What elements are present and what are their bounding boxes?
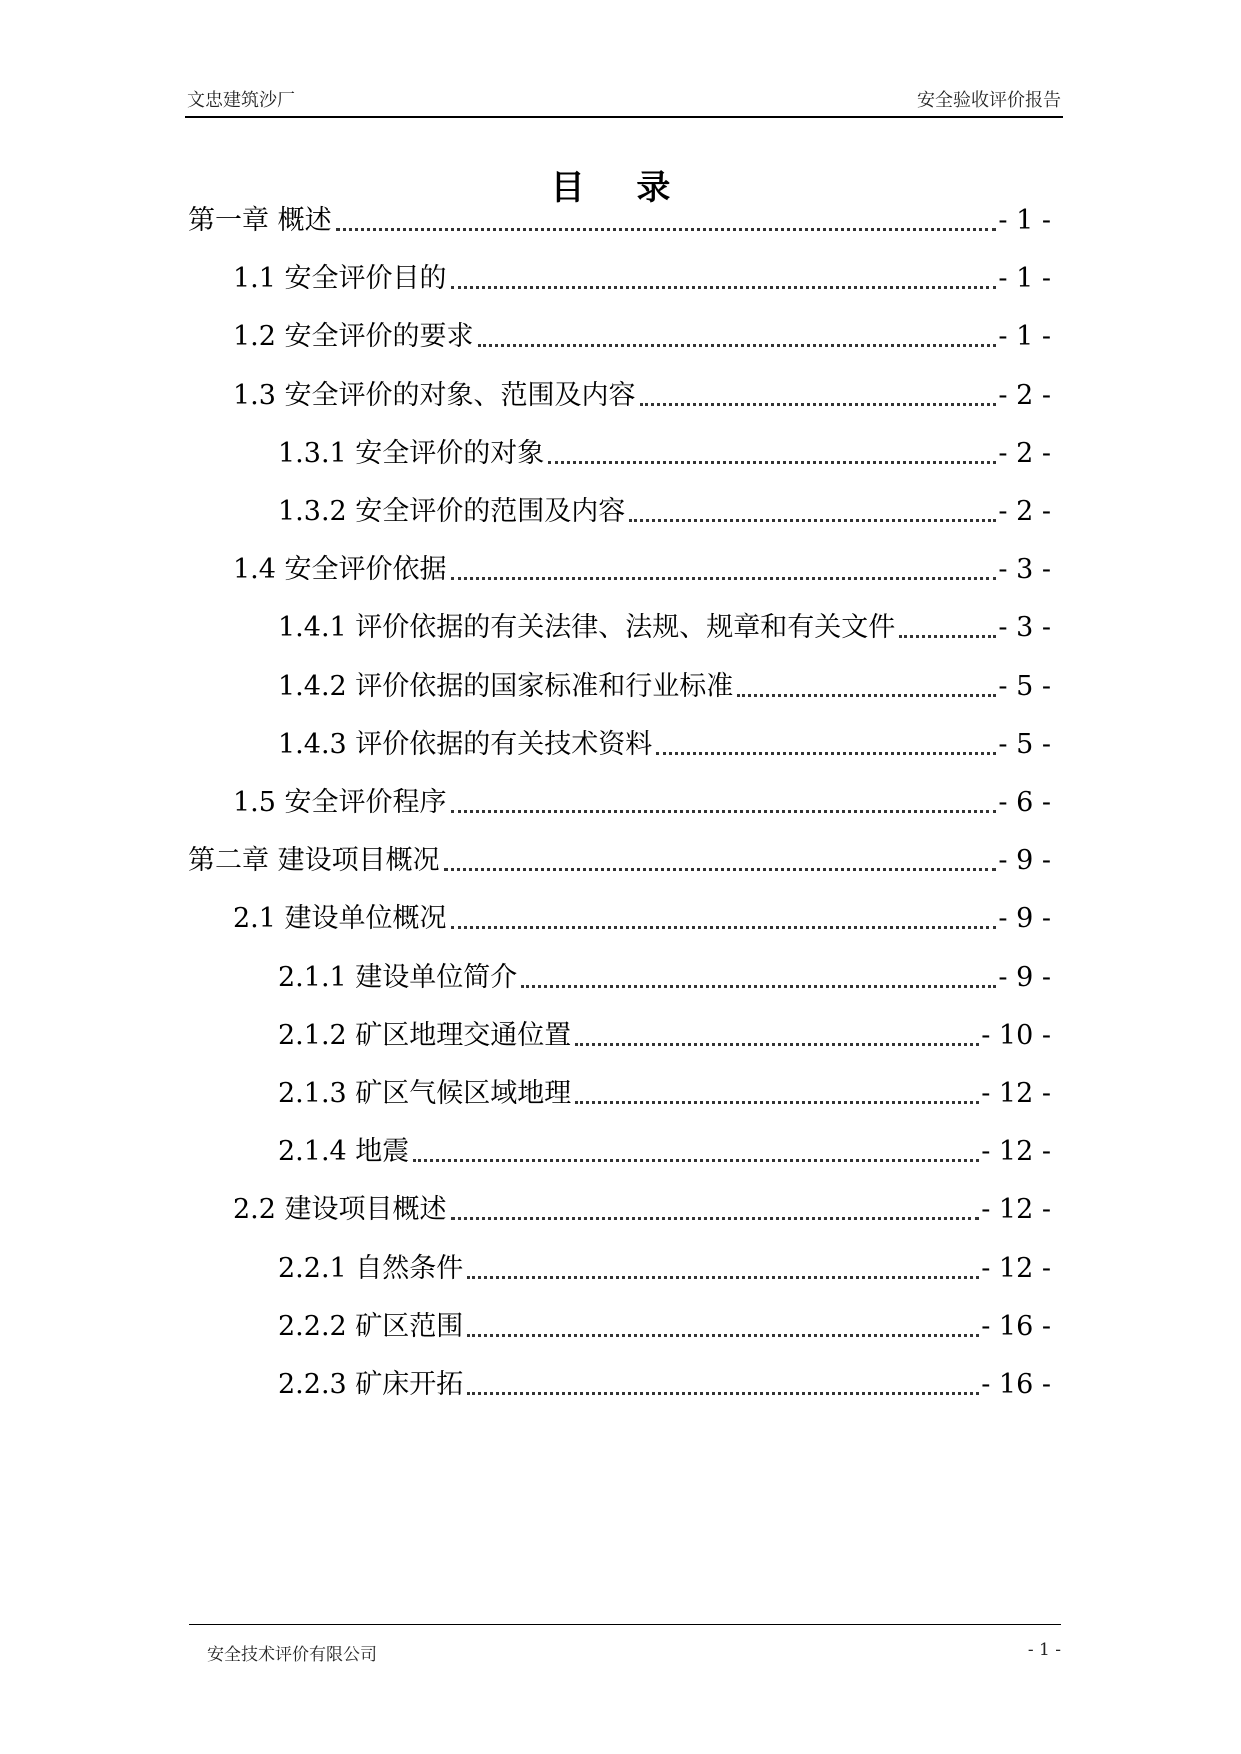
toc-entry[interactable] — [278, 611, 1051, 645]
toc-entry-label: 1.2 安全评价的要求 — [233, 321, 474, 352]
toc-entry[interactable] — [278, 1368, 1051, 1402]
toc-entry-page: - 9 - — [998, 903, 1051, 934]
toc-entry-label: 2.2.2 矿区范围 — [278, 1311, 464, 1342]
toc-entry[interactable] — [233, 553, 1051, 587]
toc-entry-page: - 6 - — [998, 787, 1051, 818]
toc-entry[interactable] — [233, 262, 1051, 296]
toc-entry-page: - 9 - — [998, 962, 1051, 993]
header-company: 文忠建筑沙厂 — [187, 90, 295, 111]
toc-dot-leader — [444, 867, 997, 871]
toc-entry-page: - 1 - — [998, 321, 1051, 352]
toc-entry-label: 2.2.1 自然条件 — [278, 1253, 464, 1284]
toc-entry-label: 第一章 概述 — [188, 205, 332, 236]
toc-entry-label: 2.1.4 地震 — [278, 1136, 410, 1167]
toc-entry-label: 1.1 安全评价目的 — [233, 263, 447, 294]
header-divider — [185, 116, 1063, 118]
toc-dot-leader — [737, 693, 996, 697]
toc-entry[interactable] — [188, 844, 1051, 878]
footer-company: 安全技术评价有限公司 — [207, 1645, 377, 1665]
toc-entry-label: 1.3.1 安全评价的对象 — [278, 438, 545, 469]
toc-dot-leader — [451, 925, 997, 929]
toc-entry-label: 2.2.3 矿床开拓 — [278, 1369, 464, 1400]
toc-entry-page: - 12 - — [981, 1136, 1051, 1167]
toc-entry-label: 1.3.2 安全评价的范围及内容 — [278, 496, 626, 527]
toc-dot-leader — [575, 1042, 979, 1046]
toc-entry[interactable] — [278, 1019, 1051, 1053]
toc-dot-leader — [336, 227, 997, 231]
footer-divider — [189, 1624, 1061, 1625]
toc-entry[interactable] — [233, 786, 1051, 820]
toc-entry[interactable] — [278, 961, 1051, 995]
toc-dot-leader — [451, 1216, 980, 1220]
toc-dot-leader — [413, 1158, 979, 1162]
toc-entry-label: 2.2 建设项目概述 — [233, 1194, 447, 1225]
toc-entry-label: 2.1 建设单位概况 — [233, 903, 447, 934]
toc-dot-leader — [640, 402, 997, 406]
toc-entry-label: 2.1.3 矿区气候区域地理 — [278, 1078, 572, 1109]
toc-dot-leader — [478, 343, 997, 347]
toc-entry-label: 1.4.2 评价依据的国家标准和行业标准 — [278, 671, 734, 702]
toc-dot-leader — [451, 809, 997, 813]
toc-entry-page: - 10 - — [981, 1020, 1051, 1051]
toc-title: 目 录 — [550, 168, 691, 208]
toc-entry-page: - 5 - — [998, 671, 1051, 702]
toc-entry[interactable] — [278, 495, 1051, 529]
toc-entry-page: - 2 - — [998, 380, 1051, 411]
toc-entry-label: 2.1.1 建设单位简介 — [278, 962, 518, 993]
toc-dot-leader — [467, 1275, 979, 1279]
toc-entry-label: 1.4.1 评价依据的有关法律、法规、规章和有关文件 — [278, 612, 896, 643]
toc-entry-label: 第二章 建设项目概况 — [188, 845, 440, 876]
toc-entry-label: 2.1.2 矿区地理交通位置 — [278, 1020, 572, 1051]
header-report-title: 安全验收评价报告 — [917, 90, 1061, 111]
toc-entry-page: - 12 - — [981, 1194, 1051, 1225]
toc-entry[interactable] — [278, 728, 1051, 762]
toc-dot-leader — [467, 1333, 979, 1337]
toc-entry[interactable] — [278, 1252, 1051, 1286]
toc-entry-page: - 5 - — [998, 729, 1051, 760]
toc-entry-page: - 16 - — [981, 1311, 1051, 1342]
toc-dot-leader — [467, 1391, 979, 1395]
toc-entry[interactable] — [233, 320, 1051, 354]
page-footer — [207, 1640, 1061, 1666]
toc-entry-page: - 1 - — [998, 205, 1051, 236]
toc-entry[interactable] — [278, 1077, 1051, 1111]
toc-entry-label: 1.4.3 评价依据的有关技术资料 — [278, 729, 653, 760]
toc-entry-page: - 3 - — [998, 612, 1051, 643]
toc-entry-page: - 16 - — [981, 1369, 1051, 1400]
footer-page-number: - 1 - — [1027, 1640, 1061, 1660]
toc-entry-label: 1.3 安全评价的对象、范围及内容 — [233, 380, 636, 411]
toc-dot-leader — [451, 285, 997, 289]
toc-entry[interactable] — [188, 204, 1051, 238]
toc-entry[interactable] — [278, 670, 1051, 704]
toc-dot-leader — [575, 1100, 979, 1104]
toc-entry-page: - 9 - — [998, 845, 1051, 876]
page-header — [187, 86, 1061, 114]
toc-entry-page: - 12 - — [981, 1078, 1051, 1109]
toc-entry-page: - 2 - — [998, 496, 1051, 527]
toc-entry[interactable] — [233, 902, 1051, 936]
toc-dot-leader — [548, 460, 996, 464]
toc-dot-leader — [899, 634, 996, 638]
toc-entry-label: 1.5 安全评价程序 — [233, 787, 447, 818]
toc-dot-leader — [629, 518, 996, 522]
toc-entry-page: - 12 - — [981, 1253, 1051, 1284]
toc-entry[interactable] — [278, 1310, 1051, 1344]
toc-entry[interactable] — [278, 437, 1051, 471]
toc-entry-label: 1.4 安全评价依据 — [233, 554, 447, 585]
toc-dot-leader — [451, 576, 997, 580]
toc-entry-page: - 1 - — [998, 263, 1051, 294]
toc-dot-leader — [656, 751, 996, 755]
toc-entry[interactable] — [233, 379, 1051, 413]
toc-entry[interactable] — [278, 1135, 1051, 1169]
toc-entry-page: - 3 - — [998, 554, 1051, 585]
toc-entry[interactable] — [233, 1193, 1051, 1227]
toc-dot-leader — [521, 984, 996, 988]
toc-entry-page: - 2 - — [998, 438, 1051, 469]
